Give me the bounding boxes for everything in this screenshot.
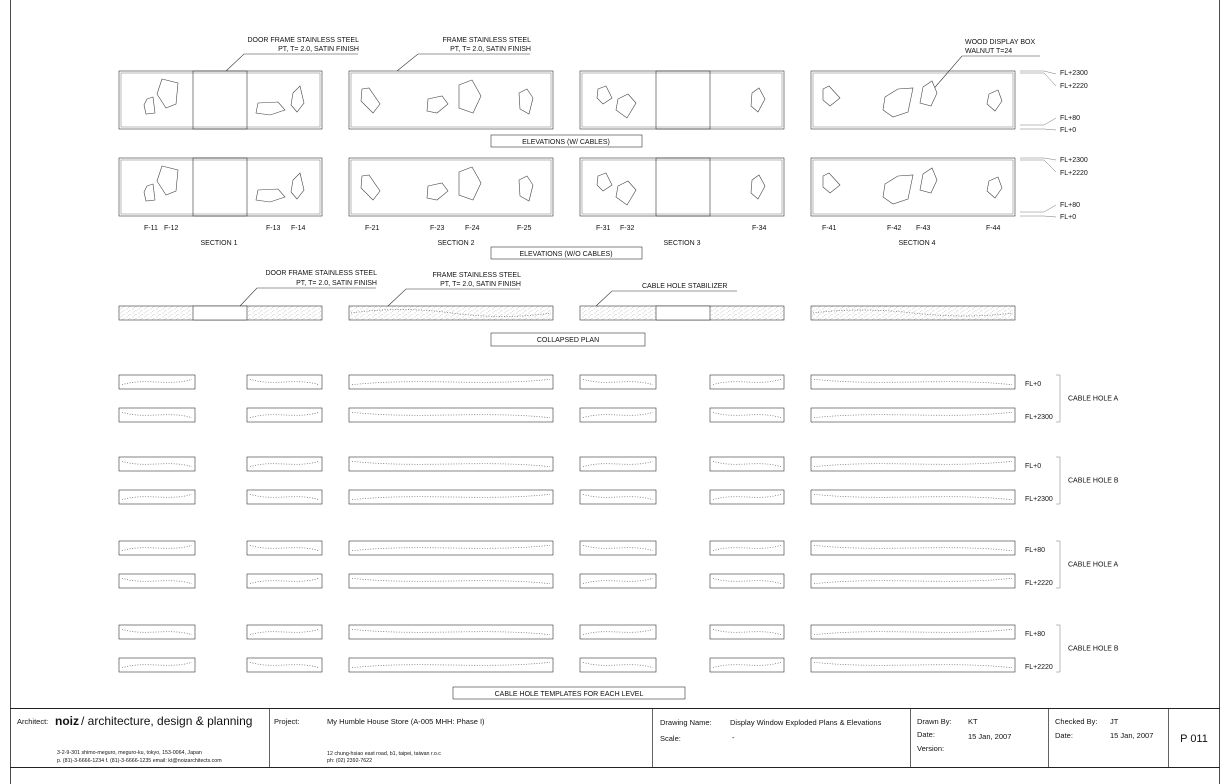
cable-hole-line [122,662,192,667]
callout-door-frame-plan [240,270,377,306]
template-strip [119,574,195,588]
callout-line: FRAME STAINLESS STEEL [432,272,521,279]
template-strip [119,658,195,672]
architect-address: 3-2-9-301 shimo-meguro, meguro-ku, tokyo, 153-0064, Japan [57,750,202,756]
section-label: SECTION 1 [200,240,238,247]
cable-hole-group-label: CABLE HOLE A [1068,395,1119,403]
cable-hole-line [713,629,781,634]
level-label: FL+2220 [1060,83,1088,90]
template-level-label: FL+80 [1025,547,1046,554]
title-block [10,709,1220,768]
fixture-label: F-12 [164,225,179,232]
template-strip [580,625,656,639]
cable-hole-line [814,379,1012,384]
cable-hole-line [250,412,319,417]
callout-line: DOOR FRAME STAINLESS STEEL [265,270,377,277]
project-name: My Humble House Store (A-005 MHH: Phase I) [327,717,485,726]
date-label: Date: [917,730,935,739]
template-strip [119,408,195,422]
callout-frame-upper [397,37,531,71]
scale-value: - [732,733,735,742]
template-group [119,457,1119,504]
fixture-label: F-25 [517,225,532,232]
plan-section-4 [811,306,1015,320]
cable-hole-line [122,494,192,499]
callout-line: PT, T= 2.0, SATIN FINISH [450,46,531,53]
template-strip [580,457,656,471]
cable-hole-line [352,379,550,384]
fixture-label: F-23 [430,225,445,232]
title-elevations-with-cables [491,135,642,147]
cable-hole-line [352,662,550,667]
checked-by-value: JT [1110,717,1119,726]
cable-hole-group-label: CABLE HOLE B [1068,645,1119,653]
checked-date-label: Date: [1055,731,1073,740]
fixture-label: F-21 [365,225,380,232]
section-1-elevation-bottom [119,158,322,216]
project-label: Project: [274,717,300,726]
fixture-labels [144,225,1001,232]
cable-hole-line [713,494,781,499]
drawn-by-value: KT [968,717,978,726]
cable-hole-line [250,629,319,634]
drawn-by-label: Drawn By: [917,717,952,726]
callout-line: CABLE HOLE STABILIZER [642,283,728,290]
cable-hole-group-label: CABLE HOLE A [1068,561,1119,569]
project-address: 12 chung-hsiao east road, b1, taipei, taiwan r.o.c [327,751,441,757]
section-labels [201,240,936,247]
level-label: FL+0 [1060,214,1077,221]
template-strip [580,375,656,389]
title-collapsed-plan [491,333,645,346]
template-strip [119,375,195,389]
cable-hole-line [352,494,550,499]
section-1-elevation-top [119,71,322,129]
template-level-label: FL+2300 [1025,414,1053,421]
fixture-label: F-41 [822,225,837,232]
cable-hole-line [814,412,1012,417]
cable-hole-line [814,662,1012,667]
cable-hole-line [713,578,781,583]
cable-hole-line [583,662,653,667]
callout-cable-stabilizer [596,283,737,306]
callout-line: PT, T= 2.0, SATIN FINISH [296,280,377,287]
title-text: ELEVATIONS (W/O CABLES) [519,251,613,258]
template-strip [119,457,195,471]
level-label: FL+2220 [1060,170,1088,177]
cable-hole-line [583,412,653,417]
group-bracket [1056,625,1060,672]
fixture-label: F-13 [266,225,281,232]
cable-hole-line [713,412,781,417]
checked-by-label: Checked By: [1055,717,1098,726]
section-2-elevation-top [349,71,553,129]
fixture-label: F-32 [620,225,635,232]
callout-line: PT, T= 2.0, SATIN FINISH [440,281,521,288]
cable-hole-line [250,545,319,550]
cable-hole-line [250,662,319,667]
callout-line: WOOD DISPLAY BOX [965,39,1036,46]
template-strip [580,574,656,588]
section-3-elevation-bottom [580,158,784,216]
template-level-label: FL+2300 [1025,496,1053,503]
template-level-label: FL+2220 [1025,580,1053,587]
collapsed-plan [119,306,1015,320]
fixture-label: F-43 [916,225,931,232]
plan-section-2 [349,306,553,320]
section-label: SECTION 4 [898,240,936,247]
cable-hole-line [583,545,653,550]
group-bracket [1056,541,1060,588]
cable-hole-templates [119,375,1119,672]
group-bracket [1056,375,1060,422]
cable-hole-line [814,578,1012,583]
fixture-label: F-44 [986,225,1001,232]
template-level-label: FL+80 [1025,631,1046,638]
cable-hole-line [583,461,653,466]
cable-hole-line [250,379,319,384]
section-4-elevation-bottom [811,158,1015,216]
checked-date-value: 15 Jan, 2007 [1110,731,1154,740]
cable-hole-line [814,629,1012,634]
section-label: SECTION 2 [437,240,475,247]
cable-hole-line [352,461,550,466]
cable-hole-line [352,578,550,583]
level-markers-upper [1020,70,1088,134]
title-templates [453,687,685,699]
fixture-label: F-14 [291,225,306,232]
cable-hole-line [583,578,653,583]
cable-hole-line [814,494,1012,499]
cable-hole-line [122,379,192,384]
callout-line: PT, T= 2.0, SATIN FINISH [278,46,359,53]
sheet-number: P 011 [1180,733,1208,745]
cable-hole-line [583,629,653,634]
fixture-label: F-11 [144,225,158,232]
template-level-label: FL+2220 [1025,664,1053,671]
level-label: FL+2300 [1060,157,1088,164]
title-text: ELEVATIONS (W/ CABLES) [522,139,610,146]
callout-wood-box [924,39,1040,100]
template-strip [580,541,656,555]
fixture-label: F-24 [465,225,480,232]
level-markers-lower [1020,157,1088,221]
group-bracket [1056,457,1060,504]
date-value: 15 Jan, 2007 [968,732,1012,741]
cable-hole-line [814,545,1012,550]
plan-section-3 [580,306,784,320]
cable-hole-line [583,494,653,499]
level-label: FL+2300 [1060,70,1088,77]
cable-hole-line [352,545,550,550]
version-label: Version: [917,744,945,753]
callout-line: FRAME STAINLESS STEEL [442,37,531,44]
cable-hole-line [122,545,192,550]
cable-hole-line [122,578,192,583]
elevation-with-cables [119,70,1088,134]
template-strip [119,625,195,639]
level-label: FL+0 [1060,127,1077,134]
callout-door-frame-upper [226,37,359,71]
section-3-elevation-top [580,71,784,129]
template-strip [580,490,656,504]
template-group [119,541,1119,588]
cable-hole-line [250,494,319,499]
project-phone: ph: (02) 2392-7622 [327,758,373,764]
architect-tagline: / architecture, design & planning [81,714,253,728]
plan-section-1 [119,306,322,320]
drawing-name-label: Drawing Name: [660,718,712,727]
cable-hole-group-label: CABLE HOLE B [1068,477,1119,485]
template-strip [119,541,195,555]
template-strip [580,408,656,422]
template-level-label: FL+0 [1025,463,1042,470]
cable-hole-line [122,412,192,417]
cable-hole-line [713,461,781,466]
section-4-elevation-top [811,71,1015,129]
scale-label: Scale: [660,734,681,743]
template-group [119,375,1119,422]
cable-hole-line [814,461,1012,466]
fixture-label: F-42 [887,225,902,232]
title-text: COLLAPSED PLAN [536,337,600,344]
elevation-without-cables [119,157,1088,221]
cable-hole-line [250,461,319,466]
template-strip [119,490,195,504]
callout-line: DOOR FRAME STAINLESS STEEL [247,37,359,44]
architect-contact: p. (81)-3-6666-1234 f. (81)-3-6666-1235 email: kt@noizarchitects.com [57,758,222,764]
section-label: SECTION 3 [663,240,701,247]
template-level-label: FL+0 [1025,381,1042,388]
fixture-label: F-31 [596,225,611,232]
cable-hole-line [122,461,192,466]
callout-line: WALNUT T=24 [965,48,1013,55]
architect-name: noiz [55,714,79,728]
cable-hole-line [250,578,319,583]
level-label: FL+80 [1060,202,1081,209]
cable-hole-line [352,629,550,634]
cable-hole-line [122,629,192,634]
drawing-name: Display Window Exploded Plans & Elevations [730,718,882,727]
cable-hole-line [352,412,550,417]
architect-label: Architect: [17,717,49,726]
template-group [119,625,1119,672]
template-strip [580,658,656,672]
cable-hole-line [713,379,781,384]
section-2-elevation-bottom [349,158,553,216]
fixture-label: F-34 [752,225,767,232]
cable-hole-line [713,545,781,550]
title-elevations-without-cables [491,247,642,259]
callout-frame-plan [388,272,521,306]
cable-hole-line [713,662,781,667]
title-text: CABLE HOLE TEMPLATES FOR EACH LEVEL [494,691,644,698]
cable-hole-line [583,379,653,384]
level-label: FL+80 [1060,115,1081,122]
